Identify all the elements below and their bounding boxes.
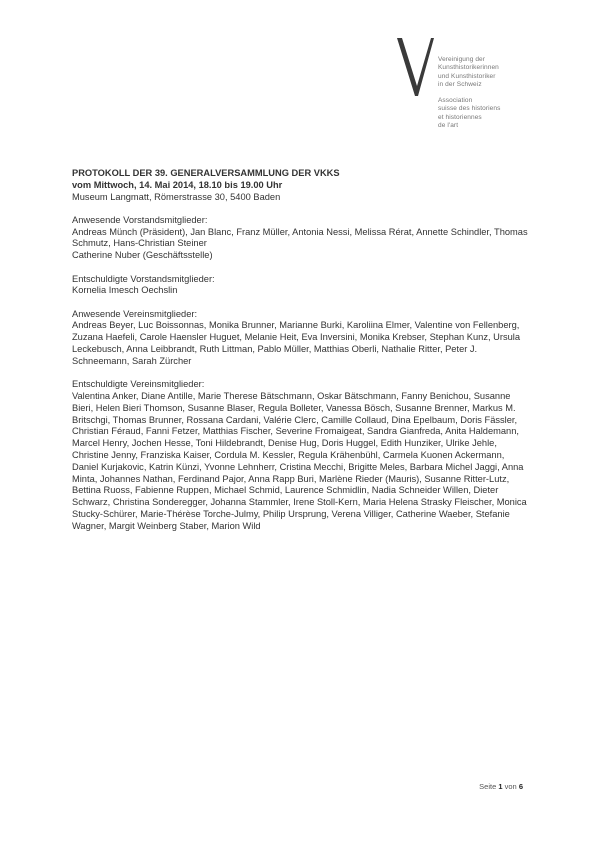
logo-line: et historiennes: [438, 113, 482, 121]
protocol-location: Museum Langmatt, Römerstrasse 30, 5400 Baden: [72, 191, 281, 202]
section-label: Anwesende Vereinsmitglieder:: [72, 308, 198, 319]
v-logo-icon: [396, 34, 436, 98]
section-label: Entschuldigte Vorstandsmitglieder:: [72, 273, 215, 284]
section-names: Valentina Anker, Diane Antille, Marie Therese Bätschmann, Oskar Bätschmann, Fanny Benichou, Susanne Bieri, Helen Bieri Thomson, Susanne Blaser, Regula Bolleter, Vanessa Bösch, Susanne Brenner, Markus M. Britschgi, Thomas Brunner, Rossana Cardani, Valérie Clerc, Camille Collaud, Dina Epelbaum, Doris Fässler, Christian Féraud, Fanni Fetzer, Matthias Fischer, Severine Fromaigeat, Sandra Gianfreda, Anita Haldemann, Marcel Henry, Jochen Hesse, Toni Hildebrandt, Denise Hug, Doris Huggel, Edith Hunziker, Ulrike Jehle, Christine Jenny, Franziska Kaiser, Cordula M. Kessler, Regula Krähenbühl, Carmela Kuonen Ackermann, Daniel Kurjakovic, Katrin Künzi, Yvonne Lehnherr, Cristina Mecchi, Brigitte Meles, Barbara Michel Jaggi, Anna Minta, Johannes Nathan, Ferdinand Pajor, Anna Rapp Buri, Marlène Rieder (Mauris), Susanne Ritter-Lutz, Bettina Ruoss, Fabienne Ruppen, Michael Schmid, Laurence Schmidlin, Nadia Schneider Willen, Dieter Schwarz, Christina Sonderegger, Johanna Stammler, Irene Stoll-Kern, Maria Helena Strasky Fleischer, Monica Stucky-Schürer, Marie-Thérèse Torche-Julmy, Philip Ursprung, Verena Villiger, Catherine Waeber, Stefanie Wagner, Margit Weinberg Staber, Marion Wild: [72, 390, 527, 531]
logo-line: und Kunsthistoriker: [438, 72, 496, 80]
vorstand-excused-section: [72, 274, 532, 298]
members-excused-section: [72, 379, 532, 532]
vkks-logo: [396, 34, 528, 164]
logo-line: suisse des historiens: [438, 105, 501, 113]
members-present-section: [72, 309, 532, 368]
logo-line: de l'art: [438, 122, 459, 130]
logo-line: Vereinigung der: [438, 56, 486, 63]
section-names: Kornelia Imesch Oechslin: [72, 285, 178, 296]
section-names: Catherine Nuber (Geschäftsstelle): [72, 250, 213, 261]
page-number: 1: [498, 782, 503, 791]
protocol-title: PROTOKOLL DER 39. GENERALVERSAMMLUNG DER VKKS: [72, 168, 340, 178]
section-label: Entschuldigte Vereinsmitglieder:: [72, 379, 205, 390]
section-names: Andreas Beyer, Luc Boissonnas, Monika Brunner, Marianne Burki, Karoliina Elmer, Valentine von Fellenberg, Zuzana Haefeli, Carole Haensler Huguet, Melanie Heit, Eva Inversini, Monika Krebser, Stephan Kunz, Ursula Leckebusch, Anna Leibbrandt, Ruth Littman, Pablo Müller, Matthias Oberli, Nathalie Ritter, Peter J. Schneemann, Sarah Zürcher: [72, 320, 521, 366]
logo-line: Association: [438, 97, 473, 105]
vorstand-present-section: [72, 215, 532, 262]
logo-line: in der Schweiz: [438, 80, 482, 88]
page-of-label: von: [504, 782, 517, 791]
protocol-date: vom Mittwoch, 14. Mai 2014, 18.10 bis 19.00 Uhr: [72, 179, 283, 190]
logo-line: Kunsthistorikerinnen: [438, 64, 499, 72]
section-names: Andreas Münch (Präsident), Jan Blanc, Franz Müller, Antonia Nessi, Melissa Rérat, Annette Schindler, Thomas Schmutz, Hans-Christian Steiner: [72, 226, 528, 249]
page-label: Seite: [479, 782, 497, 791]
page-footer: [479, 782, 523, 791]
protocol-body: [72, 168, 532, 533]
logo-text: [438, 56, 500, 130]
section-label: Anwesende Vorstandsmitglieder:: [72, 214, 208, 225]
page-total: 6: [518, 782, 523, 791]
